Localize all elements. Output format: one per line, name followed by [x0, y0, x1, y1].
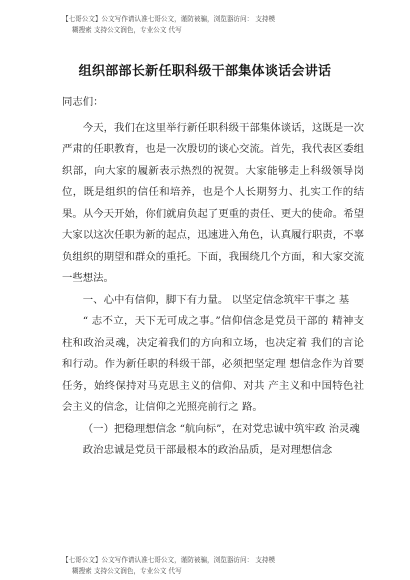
header-watermark [62, 14, 362, 36]
paragraph-intro: 今天，我们在这里举行新任职科级干部集体谈话，这既是一次严肃的任职教育，也是一次殷切的谈心交流。首先，我代表区委组织部，向大家的履新表示热烈的祝贺。大家能够走上科级领导岗位，既是组织的信任和培养，也是个人长期努力、扎实工作的结果。从今天开始，你们就肩负起了更重的责任、更大的使命。希望大家以这次任职为新的起点，迅速进入角色，认真履行职责，不辜负组织的期望和群众的重托。下面，我围绕几个方面，和大家交流一些想法。 [62, 121, 364, 284]
header-watermark-line2: 糊搜索 支持公文润色，专业公文 代写 [72, 26, 182, 34]
document-title: 组织部部长新任职科级干部集体谈话会讲话 [78, 64, 332, 79]
salutation: 同志们： [62, 96, 104, 108]
document-body [62, 86, 364, 462]
paragraph-belief: “ 志不立，天下无可成之事。”信仰信念是党员干部的 精神支柱和政治灵魂，决定着我们的方向和立场，也决定着 我们的言论和行动。作为新任职的科级干部，必须把坚定理 想信念作为首要任务，始终保持对马克思主义的信仰、对共 产主义和中国特色社会主义的信念，让信仰之光照亮前行之 路。 [62, 315, 364, 413]
paragraph-loyalty: 政治忠诚是党员干部最根本的政治品质，是对理想信念 [82, 444, 333, 456]
footer-watermark-line2: 糊搜索 支持公文润色，专业公文 代写 [72, 567, 182, 575]
footer-watermark-line1: 【七哥公文】公文写作请认准七哥公文，谨防被骗，浏览器访问： 支持模 [62, 556, 276, 564]
subsection-heading-1: （一）把稳理想信念 “航向标”，在对党忠诚中筑牢政 治灵魂 [82, 422, 360, 435]
header-watermark-line1: 【七哥公文】公文写作请认准七哥公文，谨防被骗，浏览器访问： 支持模 [62, 15, 276, 23]
footer-watermark [62, 555, 362, 577]
section-heading-1: 一、心中有信仰，脚下有力量。 以坚定信念筑牢干事之 基 [82, 293, 350, 306]
